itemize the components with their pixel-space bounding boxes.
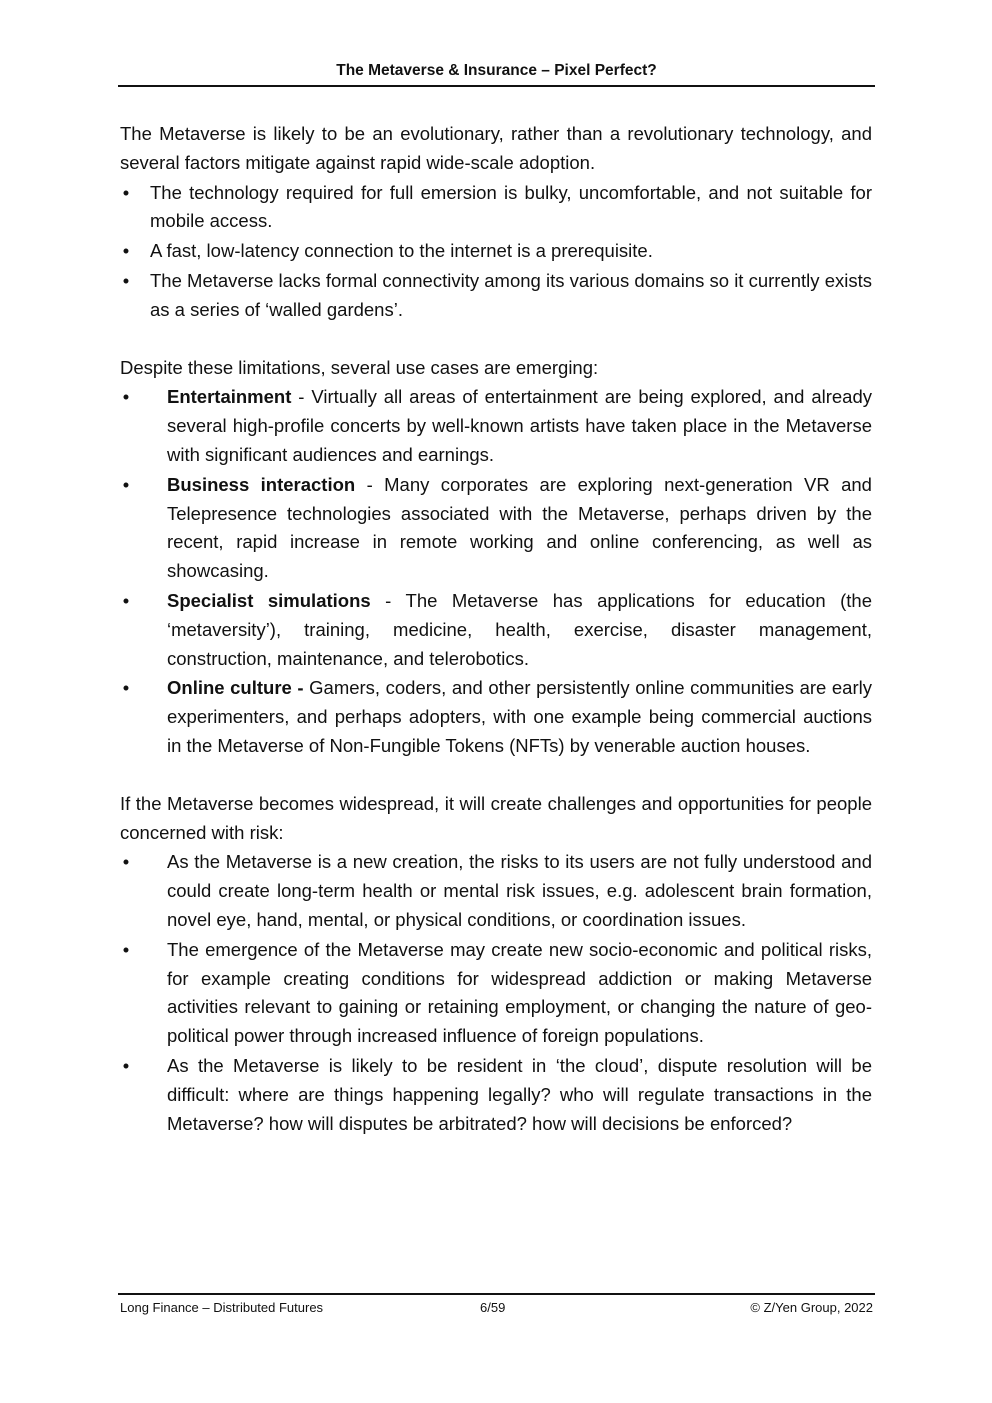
list-item	[120, 471, 872, 586]
list-item	[120, 383, 872, 469]
list-item	[120, 936, 872, 1051]
list-item-text: As the Metaverse is likely to be resident in ‘the cloud’, dispute resolution will be difficult: where are things happening legally? who will regulate transactions in the Metaverse? how will disputes be arbitrated? how will decisions be enforced?	[167, 1054, 872, 1134]
list-item	[120, 267, 872, 325]
use-case-body: Many corporates are exploring next-generation VR and Telepresence technologies associated with the Metaverse, perhaps driven by the recent, rapid increase in remote working and online conferencing, as well as showcasing.	[167, 473, 872, 582]
use-case-title: Entertainment	[167, 386, 292, 408]
header-title: The Metaverse & Insurance – Pixel Perfect?	[336, 62, 657, 79]
footer-copyright: © Z/Yen Group, 2022	[750, 1300, 873, 1315]
list-item	[120, 674, 872, 760]
list-item	[120, 179, 872, 237]
spacer	[120, 326, 872, 354]
bullet-icon: •	[122, 589, 130, 611]
list-item	[120, 1052, 872, 1138]
page-footer	[118, 1293, 875, 1319]
page-content	[120, 120, 872, 1139]
list-item	[120, 848, 872, 934]
list-item-text: A fast, low-latency connection to the internet is a prerequisite.	[150, 240, 653, 262]
use-case-body: Virtually all areas of entertainment are being explored, and already several high-profile concerts by well-known artists have taken place in the Metaverse with significant audiences and earnings.	[167, 386, 872, 465]
use-cases-list	[120, 383, 872, 760]
risks-paragraph: If the Metaverse becomes widespread, it will create challenges and opportunities for people concerned with risk:	[120, 792, 872, 843]
page-header	[118, 58, 875, 87]
list-item-text: The technology required for full emersion is bulky, uncomfortable, and not suitable for mobile access.	[150, 181, 872, 232]
bullet-icon: •	[122, 269, 130, 291]
list-item	[120, 587, 872, 673]
intro-paragraph: The Metaverse is likely to be an evolutionary, rather than a revolutionary technology, and several factors mitigate against rapid wide-scale adoption.	[120, 123, 872, 173]
use-case-body: The Metaverse has applications for education (the ‘metaversity’), training, medicine, health, exercise, disaster management, construction, maintenance, and telerobotics.	[167, 589, 872, 669]
bullet-icon: •	[122, 386, 130, 408]
use-case-separator: -	[370, 589, 406, 611]
spacer	[120, 762, 872, 790]
bullet-icon: •	[122, 1054, 130, 1076]
list-item-text: The Metaverse lacks formal connectivity among its various domains so it currently exists as a series of ‘walled gardens’.	[150, 269, 872, 320]
page-number: 6/59	[480, 1300, 506, 1315]
use-case-separator: -	[291, 386, 312, 408]
bullet-icon: •	[122, 473, 130, 495]
use-cases-paragraph: Despite these limitations, several use cases are emerging:	[120, 356, 599, 378]
bullet-icon: •	[122, 181, 130, 203]
list-item-text: As the Metaverse is a new creation, the risks to its users are not fully understood and could create long-term health or mental risk issues, e.g. adolescent brain formation, novel eye, hand, mental, or physical conditions, or coordination issues.	[167, 851, 872, 930]
use-case-title: Business interaction	[167, 473, 356, 495]
bullet-icon: •	[122, 851, 130, 873]
list-item	[120, 237, 872, 266]
bullet-icon: •	[122, 938, 130, 960]
list-item-text: The emergence of the Metaverse may create new socio-economic and political risks, for example creating conditions for widespread addiction or making Metaverse activities relevant to gaining or retaining employment, or changing the nature of geo-political power through increased influence of foreign populations.	[167, 938, 872, 1047]
use-case-title: Online culture -	[167, 677, 304, 699]
bullet-icon: •	[122, 677, 130, 699]
intro-bullet-list	[120, 179, 872, 325]
use-case-title: Specialist simulations	[167, 589, 371, 611]
risks-list	[120, 848, 872, 1138]
footer-left-text: Long Finance – Distributed Futures	[120, 1300, 324, 1315]
bullet-icon: •	[122, 240, 130, 262]
use-case-separator: -	[355, 473, 385, 495]
use-case-body: Gamers, coders, and other persistently online communities are early experimenters, and perhaps adopters, with one example being commercial auctions in the Metaverse of Non-Fungible Tokens (NFTs) by venerable auction houses.	[167, 677, 872, 756]
